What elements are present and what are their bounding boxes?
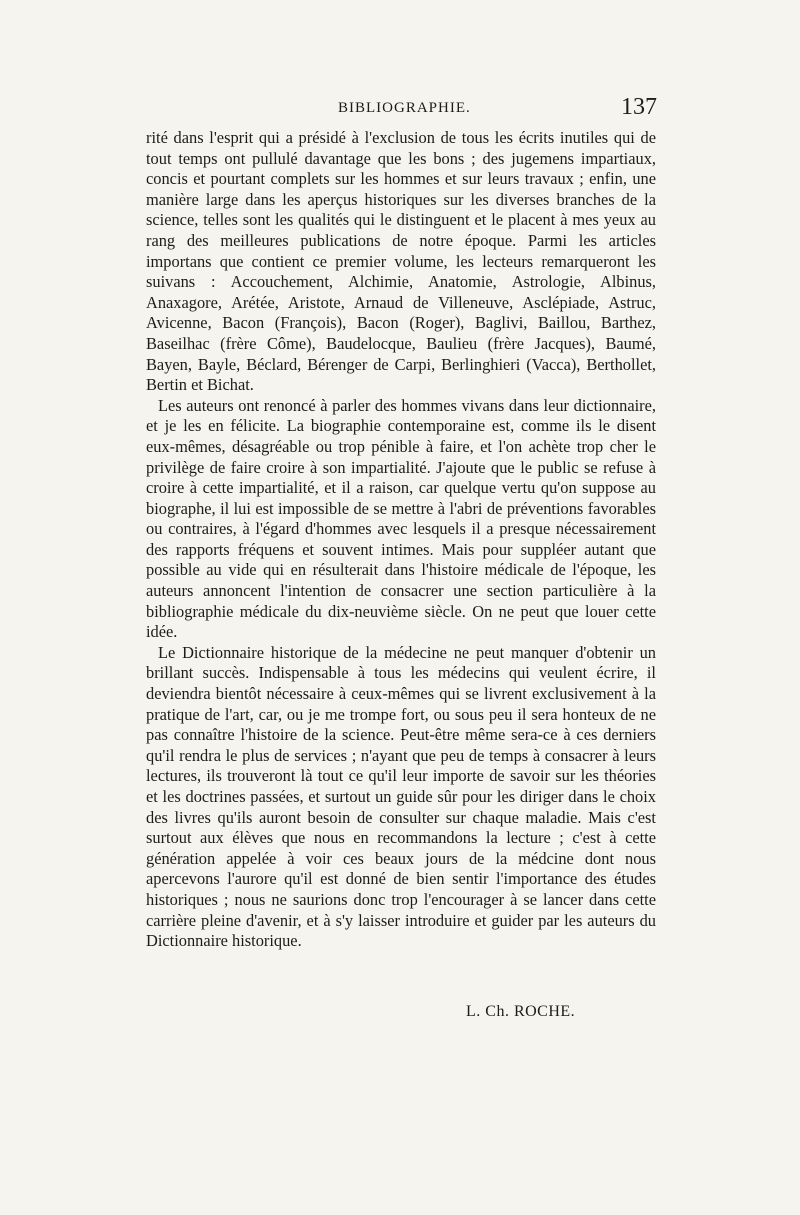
body-text bbox=[146, 128, 656, 952]
page-number: 137 bbox=[621, 94, 657, 120]
paragraph-1: rité dans l'esprit qui a présidé à l'exclusion de tous les écrits inutiles qui de tout temps ont pullulé davantage que les bons ; des jugemens impartiaux, concis et pourtant complets sur les hommes et sur leurs travaux ; enfin, une manière large dans les aperçus historiques sur les diverses branches de la science, telles sont les qualités qui le distinguent et le placent à mes yeux au rang des meilleures publications de notre époque. Parmi les articles importans que contient ce premier volume, les lecteurs remarqueront les suivans : Accouchement, Alchimie, Anatomie, Astrologie, Albinus, Anaxagore, Arétée, Aristote, Arnaud de Villeneuve, Asclépiade, Astruc, Avicenne, Bacon (François), Bacon (Roger), Baglivi, Baillou, Barthez, Baseilhac (frère Côme), Baudelocque, Baulieu (frère Jacques), Baumé, Bayen, Bayle, Béclard, Bérenger de Carpi, Berlinghieri (Vacca), Berthollet, Bertin et Bichat. bbox=[146, 128, 656, 395]
paragraph-3: Le Dictionnaire historique de la médecine ne peut manquer d'obtenir un brillant succès. Indispensable à tous les médecins qui veulent écrire, il deviendra bientôt nécessaire à ceux-mêmes qui se livrent exclusivement à la pratique de l'art, car, ou je me trompe fort, ou sous peu il sera honteux de ne pas connaître l'histoire de la science. Peut-être même sera-ce à ces derniers qu'il rendra le plus de services ; n'ayant que peu de temps à consacrer à leurs lectures, ils trouveront là tout ce qu'il leur importe de savoir sur les théories et les doctrines passées, et surtout un guide sûr pour les diriger dans le choix des livres qu'ils auront besoin de consulter sur chaque maladie. Mais c'est surtout aux élèves que nous en recommandons la lecture ; c'est à cette génération appelée à voir ces beaux jours de la médcine dont nous apercevons l'aurore qu'il est donné de bien sentir l'importance des études historiques ; nous ne saurions donc trop l'encourager à se lancer dans cette carrière pleine d'avenir, et à s'y laisser introduire et guider par les auteurs du Dictionnaire historique. bbox=[146, 642, 656, 951]
running-header bbox=[142, 96, 657, 124]
author-signature: L. Ch. ROCHE. bbox=[466, 1003, 576, 1020]
header-title: BIBLIOGRAPHIE. bbox=[338, 100, 471, 116]
paragraph-2: Les auteurs ont renoncé à parler des hommes vivans dans leur dictionnaire, et je les en félicite. La biographie contemporaine est, comme ils le disent eux-mêmes, désagréable ou trop pénible à faire, et l'on achète trop cher le privilège de faire croire à son impartialité. J'ajoute que le public se refuse à croire à cette impartialité, et il a raison, car quelque vertu qu'on suppose au biographe, il lui est impossible de se mettre à l'abri de préventions favorables ou contraires, à l'égard d'hommes avec lesquels il a presque nécessairement des rapports fréquens et souvent intimes. Mais pour suppléer autant que possible au vide qui en résulterait dans l'histoire médicale de l'époque, les auteurs annoncent l'intention de consacrer une section particulière à la bibliographie médicale du dix-neuvième siècle. On ne peut que louer cette idée. bbox=[146, 395, 656, 642]
